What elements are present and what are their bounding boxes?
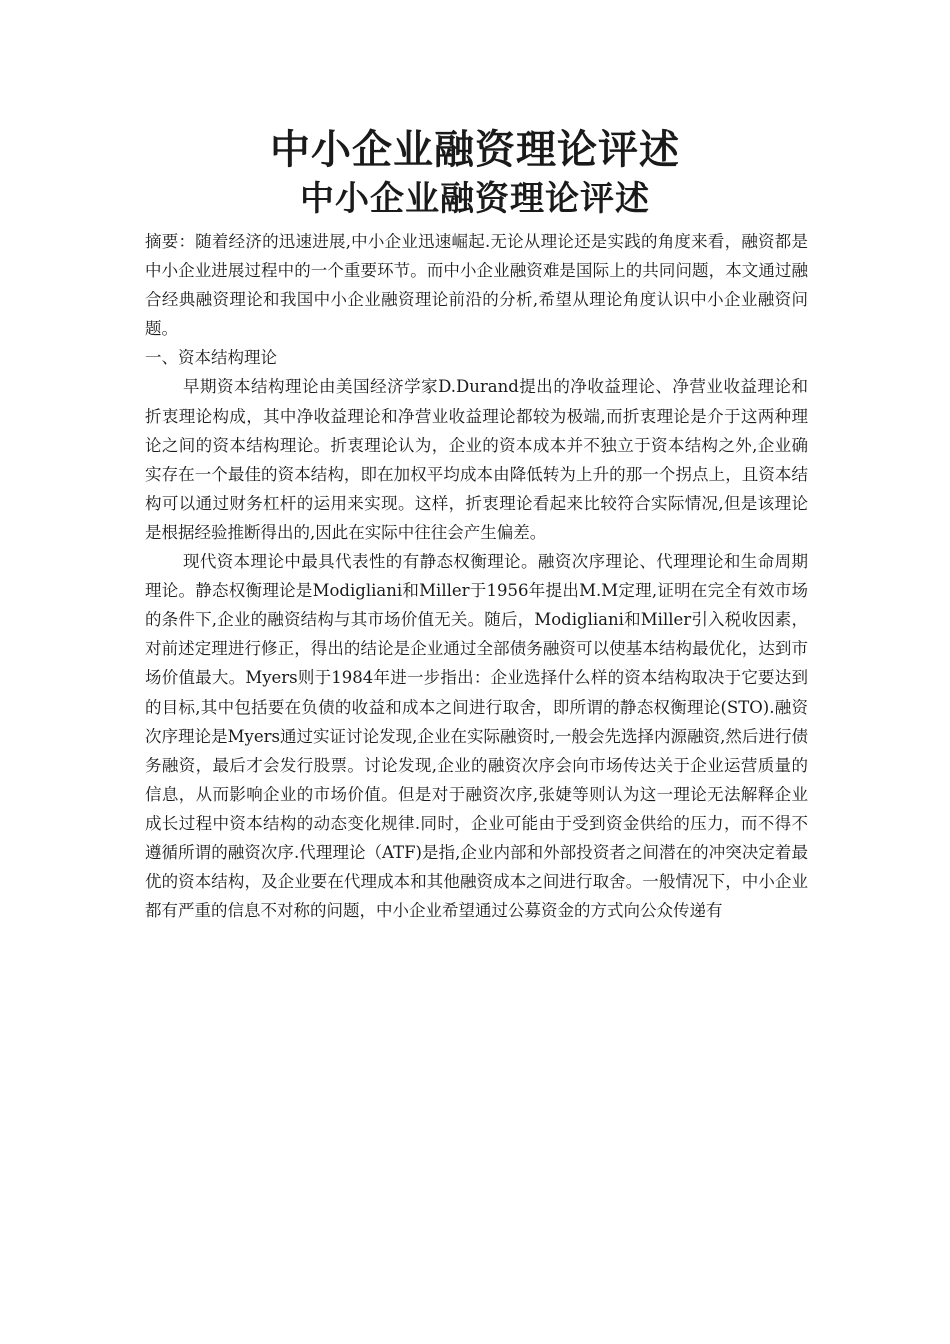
- section-heading: 一、资本结构理论: [145, 348, 277, 368]
- body-paragraph-1: 早期资本结构理论由美国经济学家D.Durand提出的净收益理论、净营业收益理论和折衷理论构成，其中净收益理论和净营业收益理论都较为极端,而折衷理论是介于这两种理论之间的资本结构理论。折衷理论认为，企业的资本成本并不独立于资本结构之外,企业确实存在一个最佳的资本结构，即在加权平均成本由降低转为上升的那一个拐点上，且资本结构可以通过财务杠杆的运用来实现。这样，折衷理论看起来比较符合实际情况,但是该理论是根据经验推断得出的,因此在实际中往往会产生偏差。: [145, 377, 808, 542]
- abstract-paragraph: 摘要：随着经济的迅速进展,中小企业迅速崛起.无论从理论还是实践的角度来看，融资都是中小企业进展过程中的一个重要环节。而中小企业融资难是国际上的共同问题，本文通过融合经典融资理论和我国中小企业融资理论前沿的分析,希望从理论角度认识中小企业融资问题。: [145, 232, 808, 339]
- document-subtitle: 中小企业融资理论评述: [300, 179, 650, 219]
- document-body: [145, 227, 808, 925]
- body-paragraph-2: 现代资本理论中最具代表性的有静态权衡理论。融资次序理论、代理理论和生命周期理论。静态权衡理论是Modigliani和Miller于1956年提出M.M定理,证明在完全有效市场的条件下,企业的融资结构与其市场价值无关。随后，Modigliani和Miller引入税收因素，对前述定理进行修正，得出的结论是企业通过全部债务融资可以使基本结构最优化，达到市场价值最大。Myers则于1984年进一步指出：企业选择什么样的资本结构取决于它要达到的目标,其中包括要在负债的收益和成本之间进行取舍，即所谓的静态权衡理论(STO).融资次序理论是Myers通过实证讨论发现,企业在实际融资时,一般会先选择内源融资,然后进行债务融资，最后才会发行股票。讨论发现,企业的融资次序会向市场传达关于企业运营质量的信息，从而影响企业的市场价值。但是对于融资次序,张婕等则认为这一理论无法解释企业成长过程中资本结构的动态变化规律.同时，企业可能由于受到资金供给的压力，而不得不遵循所谓的融资次序.代理理论（ATF)是指,企业内部和外部投资者之间潜在的冲突决定着最优的资本结构，及企业要在代理成本和其他融资成本之间进行取舍。一般情况下，中小企业都有严重的信息不对称的问题，中小企业希望通过公募资金的方式向公众传递有: [145, 552, 808, 921]
- document-title: 中小企业融资理论评述: [270, 126, 680, 173]
